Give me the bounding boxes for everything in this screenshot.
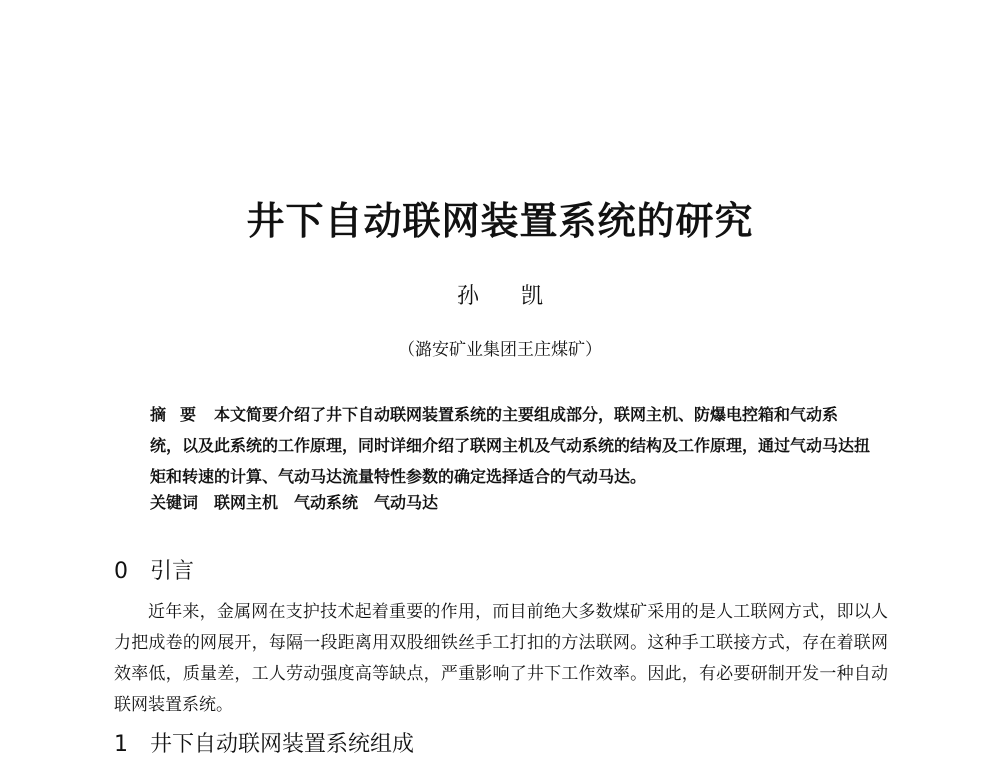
- abstract-label: 摘要: [150, 405, 211, 424]
- keyword-item: 气动系统: [294, 493, 359, 512]
- author-affiliation: （潞安矿业集团王庄煤矿）: [398, 340, 602, 360]
- section-number: 0: [114, 559, 128, 584]
- section-title: 井下自动联网装置系统组成: [150, 732, 415, 757]
- section-heading-introduction: [114, 557, 194, 587]
- abstract-text: 本文简要介绍了井下自动联网装置系统的主要组成部分，联网主机、防爆电控箱和气动系统，以及此系统的工作原理，同时详细介绍了联网主机及气动系统的结构及工作原理，通过气动马达扭矩和转速的计算、气动马达流量特性参数的确定选择适合的气动马达。: [150, 405, 871, 486]
- keyword-item: 气动马达: [374, 493, 439, 512]
- keywords: [150, 489, 870, 517]
- keyword-item: 联网主机: [214, 493, 279, 512]
- paper-title: 井下自动联网装置系统的研究: [246, 198, 754, 243]
- introduction-paragraph: 近年来，金属网在支护技术起着重要的作用，而目前绝大多数煤矿采用的是人工联网方式，即以人力把成卷的网展开，每隔一段距离用双股细铁丝手工打扣的方法联网。这种手工联接方式，存在着联网效率低，质量差，工人劳动强度高等缺点，严重影响了井下工作效率。因此，有必要研制开发一种自动联网装置系统。: [114, 602, 888, 715]
- section-title: 引言: [150, 559, 195, 584]
- abstract: [150, 399, 870, 492]
- section-number: 1: [114, 732, 128, 757]
- author-name: 孙凯: [456, 284, 585, 309]
- keywords-label: 关键词: [150, 493, 199, 512]
- section-heading-system-composition: [114, 730, 414, 760]
